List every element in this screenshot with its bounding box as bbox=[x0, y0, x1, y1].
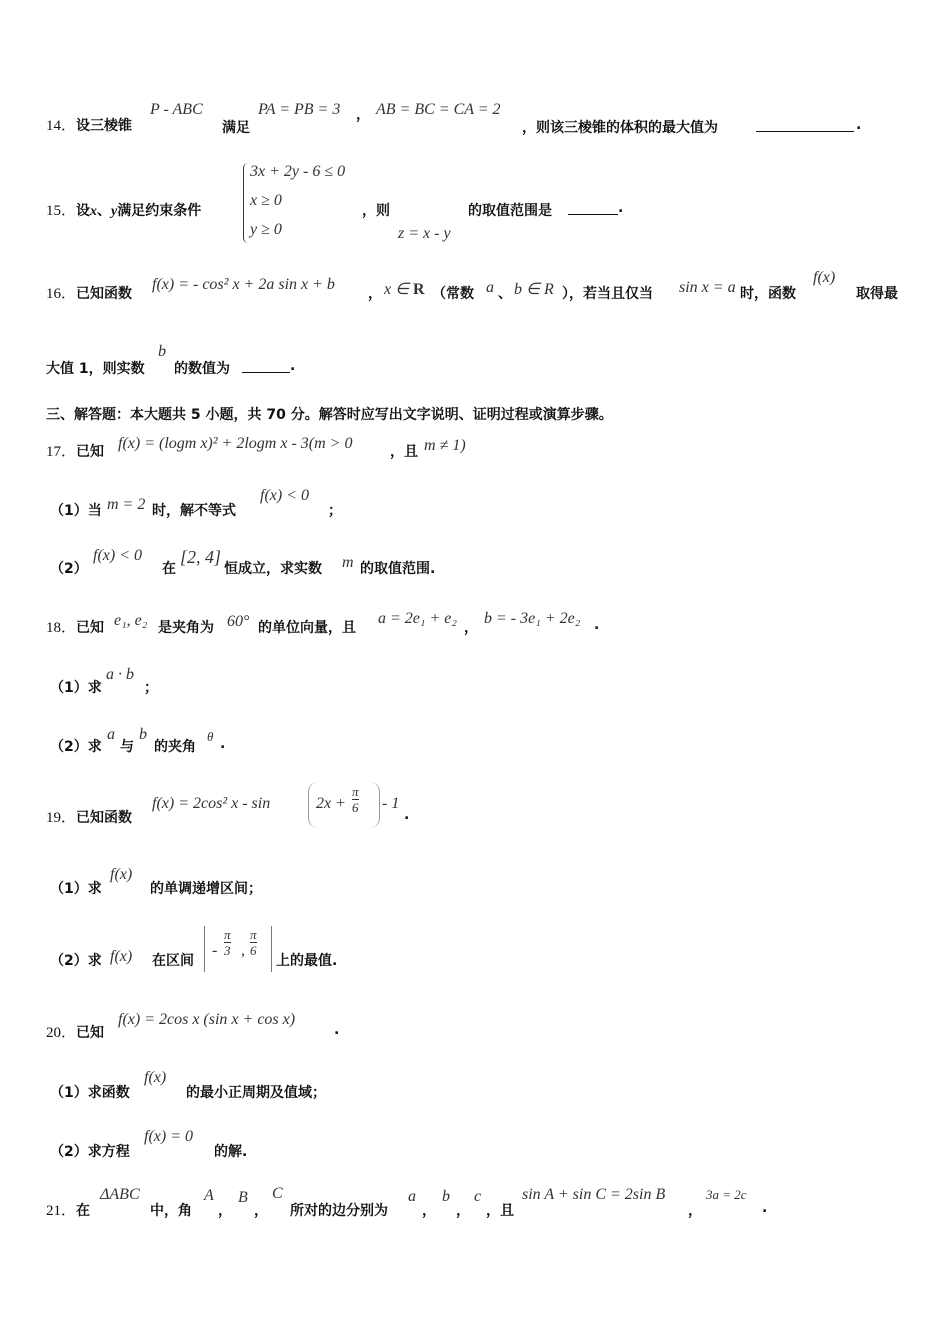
q16-text-e: 取得最 bbox=[856, 286, 898, 302]
q16-math-7: b bbox=[158, 343, 166, 360]
q18-p2-text-a: 与 bbox=[120, 739, 134, 755]
q16-comma-1: ， bbox=[368, 286, 382, 302]
interval-minus: - bbox=[212, 942, 218, 959]
q21-comma-1: ， bbox=[218, 1203, 232, 1219]
question-18 bbox=[46, 617, 104, 638]
q16-math-5: sin x = a bbox=[679, 279, 736, 296]
question-number: 16． bbox=[46, 286, 77, 302]
section-title: 三、解答题：本大题共 5 小题，共 70 分。解答时应写出文字说明、证明过程或演算步骤。 bbox=[46, 407, 613, 423]
q21-math-7: c bbox=[474, 1188, 482, 1205]
q20-part-1: （1）求函数 bbox=[50, 1085, 130, 1101]
question-number: 21． bbox=[46, 1203, 77, 1219]
q14-text-e: . bbox=[856, 117, 862, 133]
q18-text-b: 是夹角为 bbox=[158, 620, 214, 636]
q21-math-9: 3a = 2c bbox=[706, 1187, 747, 1202]
question-19 bbox=[46, 807, 132, 828]
q16-math-3: a bbox=[486, 279, 494, 296]
q21-comma-2: ， bbox=[254, 1203, 268, 1219]
answer-blank bbox=[242, 358, 290, 373]
q20-text-a: 已知 bbox=[76, 1025, 105, 1041]
q19-math-3: - 1 bbox=[382, 795, 400, 812]
answer-blank bbox=[756, 117, 854, 132]
q14-text-a: 设三棱锥 bbox=[76, 118, 133, 134]
q16-text-c: ），若当且仅当 bbox=[562, 286, 653, 302]
q19-fraction bbox=[352, 784, 359, 815]
question-number: 18． bbox=[46, 620, 77, 636]
q18-p2-math-3: θ bbox=[207, 729, 214, 744]
q15-constraint-3: y ≥ 0 bbox=[250, 221, 282, 238]
q21-text-c: 所对的边分别为 bbox=[290, 1203, 388, 1219]
q14-math-1: P - ABC bbox=[150, 101, 203, 118]
q15-constraint-1: 3x + 2y - 6 ≤ 0 bbox=[250, 163, 346, 180]
q18-part-2: （2）求 bbox=[50, 739, 102, 755]
question-16-continued bbox=[46, 358, 145, 379]
constraint-brace bbox=[243, 163, 248, 243]
q16-text-b: （常数 bbox=[432, 286, 474, 302]
q17-p1-math-2: f(x) < 0 bbox=[260, 487, 309, 504]
q16-text-d: 时，函数 bbox=[740, 286, 796, 302]
q14-comma: ， bbox=[356, 107, 370, 123]
fraction-numerator: π bbox=[352, 784, 359, 799]
q16-text-f: 大值 1，则实数 bbox=[46, 361, 145, 377]
question-16 bbox=[46, 283, 132, 304]
q21-text-e: . bbox=[762, 1200, 768, 1216]
q19-math-1: f(x) = 2cos² x - sin bbox=[152, 795, 271, 812]
q14-math-3: AB = BC = CA = 2 bbox=[376, 101, 501, 118]
q15-objective: z = x - y bbox=[398, 225, 451, 242]
q16-text-g: 的数值为 bbox=[174, 361, 230, 377]
question-number: 20． bbox=[46, 1025, 77, 1041]
q18-math-1: e₁, e₂ bbox=[114, 612, 148, 629]
fraction-numerator: π bbox=[224, 927, 231, 942]
answer-blank bbox=[568, 200, 618, 215]
q16-math-1: f(x) = - cos² x + 2a sin x + b bbox=[152, 276, 335, 293]
q15-text-a: 设 bbox=[76, 203, 91, 219]
q16-math-2: x ∈ R bbox=[384, 281, 425, 298]
q14-text-b: 满足 bbox=[222, 120, 250, 136]
q21-math-2: A bbox=[204, 1187, 214, 1204]
q20-math-1: f(x) = 2cos x (sin x + cos x) bbox=[118, 1011, 296, 1028]
q18-math-2: 60° bbox=[227, 613, 250, 630]
q18-p1-text-a: ； bbox=[144, 680, 158, 696]
q20-p1-text-a: 的最小正周期及值域； bbox=[186, 1085, 326, 1101]
q19-p2-math-1: f(x) bbox=[110, 948, 133, 965]
q19-math-2: 2x + bbox=[316, 795, 346, 812]
q21-comma-4: ， bbox=[456, 1203, 470, 1219]
question-20 bbox=[46, 1022, 104, 1043]
q21-math-1: ΔABC bbox=[100, 1186, 140, 1203]
interval-comma: , bbox=[241, 942, 245, 959]
q17-p2-text-c: 的取值范围. bbox=[360, 561, 436, 577]
q21-text-d: ，且 bbox=[486, 1203, 514, 1219]
q19-text-b: . bbox=[404, 807, 410, 823]
q20-p2-math-1: f(x) = 0 bbox=[144, 1128, 193, 1145]
q18-p2-math-1: a bbox=[107, 726, 115, 743]
q15-text-d: 的取值范围是 bbox=[468, 203, 552, 219]
fraction-numerator: π bbox=[250, 927, 257, 942]
q17-p1-math-1: m = 2 bbox=[107, 496, 146, 513]
fraction-denominator: 3 bbox=[224, 943, 231, 958]
q20-part-2: （2）求方程 bbox=[50, 1144, 130, 1160]
q17-p1-text-b: ； bbox=[328, 503, 342, 519]
q17-p2-text-a: 在 bbox=[162, 561, 176, 577]
q19-p1-math-1: f(x) bbox=[110, 866, 133, 883]
q18-text-d: . bbox=[594, 617, 600, 633]
q18-p2-text-c: . bbox=[220, 736, 226, 752]
q16-text-a: 已知函数 bbox=[76, 286, 133, 302]
interval-fraction-2 bbox=[250, 927, 257, 958]
q21-math-5: a bbox=[408, 1188, 416, 1205]
q17-text-a: 已知 bbox=[76, 444, 105, 460]
q15-var-x: x bbox=[90, 204, 98, 219]
q20-p2-text-a: 的解. bbox=[214, 1144, 248, 1160]
q19-p2-text-b: 上的最值. bbox=[276, 953, 338, 969]
q21-math-6: b bbox=[442, 1188, 450, 1205]
q18-text-c: 的单位向量，且 bbox=[258, 620, 356, 636]
q19-p1-text-a: 的单调递增区间； bbox=[150, 881, 262, 897]
q18-math-3: a = 2e₁ + e₂ bbox=[378, 610, 457, 627]
question-15 bbox=[46, 200, 201, 222]
q19-p2-text-a: 在区间 bbox=[152, 953, 194, 969]
q19-part-1: （1）求 bbox=[50, 881, 102, 897]
q19-part-2: （2）求 bbox=[50, 953, 102, 969]
q17-part-1: （1）当 bbox=[50, 503, 102, 519]
question-number: 17． bbox=[46, 444, 77, 460]
q14-math-2: PA = PB = 3 bbox=[258, 101, 341, 118]
q15-sep: 、 bbox=[97, 203, 112, 219]
q18-part-1: （1）求 bbox=[50, 680, 102, 696]
q17-math-1: f(x) = (logm x)² + 2logm x - 3(m > 0 bbox=[118, 435, 353, 452]
question-17 bbox=[46, 441, 104, 462]
q21-math-8: sin A + sin C = 2sin B bbox=[522, 1186, 666, 1203]
q18-math-4: b = - 3e₁ + 2e₂ bbox=[484, 610, 581, 627]
q17-part-2: （2） bbox=[50, 561, 88, 577]
q16-text-h: . bbox=[290, 358, 296, 374]
q19-text-a: 已知函数 bbox=[76, 810, 133, 826]
q15-var-y: y bbox=[111, 204, 118, 219]
q18-comma: ， bbox=[464, 620, 478, 636]
question-21 bbox=[46, 1200, 90, 1221]
question-number: 19． bbox=[46, 810, 77, 826]
q18-text-a: 已知 bbox=[76, 620, 105, 636]
q16-math-6: f(x) bbox=[813, 269, 836, 286]
q18-p2-math-2: b bbox=[139, 726, 147, 743]
q15-text-b: 满足约束条件 bbox=[117, 203, 202, 219]
q21-comma-5: ， bbox=[688, 1203, 702, 1219]
q17-math-2: m ≠ 1) bbox=[424, 437, 466, 454]
question-number: 14． bbox=[46, 118, 77, 134]
q18-p2-text-b: 的夹角 bbox=[154, 739, 196, 755]
fraction-denominator: 6 bbox=[250, 943, 257, 958]
q21-text-a: 在 bbox=[76, 1203, 91, 1219]
q20-text-b: . bbox=[334, 1022, 340, 1038]
q21-math-4: C bbox=[272, 1185, 283, 1202]
question-number: 15． bbox=[46, 203, 77, 219]
q17-p2-math-3: m bbox=[342, 554, 354, 571]
q16-sep: 、 bbox=[498, 286, 512, 302]
q20-p1-math-1: f(x) bbox=[144, 1069, 167, 1086]
q18-p1-math-1: a · b bbox=[106, 666, 134, 683]
q17-p2-math-2: [2, 4] bbox=[180, 547, 222, 567]
q17-p1-text-a: 时，解不等式 bbox=[152, 503, 236, 519]
q17-p2-math-1: f(x) < 0 bbox=[93, 547, 142, 564]
q21-text-b: 中，角 bbox=[150, 1203, 192, 1219]
q14-text-d: ，则该三棱锥的体积的最大值为 bbox=[522, 120, 718, 136]
fraction-denominator: 6 bbox=[352, 800, 359, 815]
q21-math-3: B bbox=[238, 1189, 248, 1206]
q16-math-4: b ∈ R bbox=[514, 281, 554, 298]
q17-text-b: ，且 bbox=[390, 444, 418, 460]
q15-text-e: . bbox=[618, 200, 624, 216]
interval-fraction-1 bbox=[224, 927, 231, 958]
q17-p2-text-b: 恒成立，求实数 bbox=[224, 561, 322, 577]
q15-text-c: ，则 bbox=[362, 203, 390, 219]
question-14 bbox=[46, 115, 132, 136]
q21-comma-3: ， bbox=[422, 1203, 436, 1219]
q15-constraint-2: x ≥ 0 bbox=[250, 192, 282, 209]
